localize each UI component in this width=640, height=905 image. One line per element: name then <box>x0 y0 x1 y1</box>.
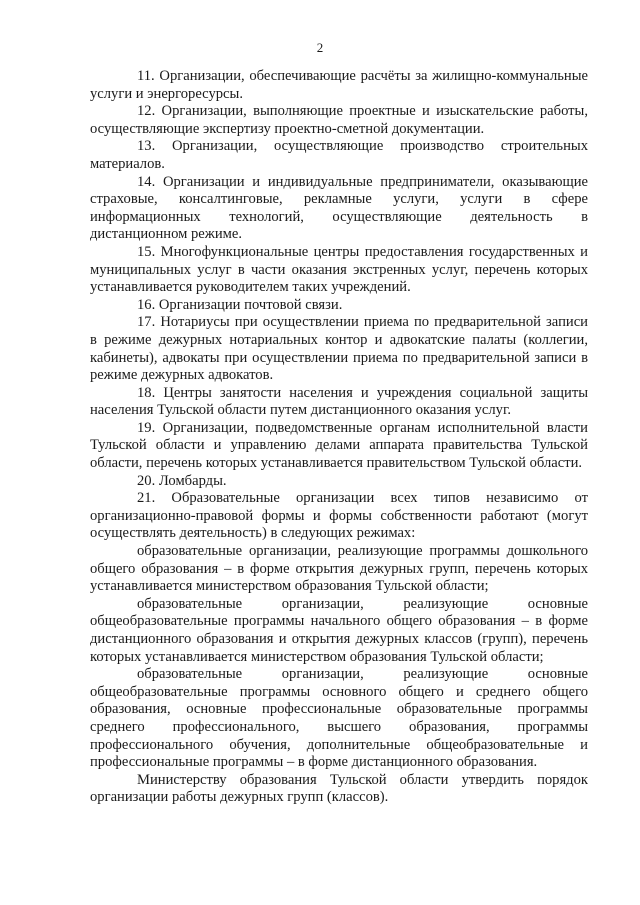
mode-secondary: образовательные организации, реализующие основные общеобразовательные программы основного общего и среднего общего образования, основные профессиональные образовательные программы среднего профессионального, высшего образования, программы профессионального обучения, дополнительные общеобразовательные и профессиональные программы – в форме дистанционного образования. <box>90 666 588 771</box>
ministry-instruction: Министерству образования Тульской области утвердить порядок организации работы дежурных групп (классов). <box>90 771 588 806</box>
paragraph-21: 21. Образовательные организации всех типов независимо от организационно-правовой формы и формы собственности работают (могут осуществлять деятельность) в следующих режимах: <box>90 490 588 542</box>
paragraph-18: 18. Центры занятости населения и учреждения социальной защиты населения Тульской области путем дистанционного оказания услуг. <box>90 384 588 419</box>
paragraph-12: 12. Организации, выполняющие проектные и изыскательские работы, осуществляющие экспертизу проектно-сметной документации. <box>90 103 588 137</box>
document-body <box>90 68 588 807</box>
mode-preschool: образовательные организации, реализующие программы дошкольного общего образования – в форме открытия дежурных групп, перечень которых устанавливается министерством образования Тульской области; <box>90 543 588 595</box>
mode-primary: образовательные организации, реализующие основные общеобразовательные программы начального общего образования – в форме дистанционного образования и открытия дежурных классов (групп), перечень которых устанавливается министерством образования Тульской области; <box>90 595 588 665</box>
page-number: 2 <box>316 40 324 55</box>
paragraph-14: 14. Организации и индивидуальные предприниматели, оказывающие страховые, консалтинговые, рекламные услуги, услуги в сфере информационных технологий, осуществляющие деятельность в дистанционном режиме. <box>90 173 588 243</box>
paragraph-19: 19. Организации, подведомственные органам исполнительной власти Тульской области и управлению делами аппарата правительства Тульской области, перечень которых устанавливается правительством Тульской области. <box>90 419 588 472</box>
paragraph-11: 11. Организации, обеспечивающие расчёты за жилищно-коммунальные услуги и энергоресурсы. <box>90 68 588 102</box>
paragraph-16: 16. Организации почтовой связи. <box>137 296 343 313</box>
paragraph-13: 13. Организации, осуществляющие производство строительных материалов. <box>90 138 588 172</box>
paragraph-20: 20. Ломбарды. <box>137 472 227 489</box>
paragraph-17: 17. Нотариусы при осуществлении приема по предварительной записи в режиме дежурных нотариальных контор и адвокатские палаты (коллегии, кабинеты), адвокаты при осуществлении приема по предварительной записи в режиме дежурных адвокатов. <box>90 314 588 384</box>
paragraph-15: 15. Многофункциональные центры предоставления государственных и муниципальных услуг в части оказания экстренных услуг, перечень которых устанавливается руководителем таких учреждений. <box>90 243 588 296</box>
